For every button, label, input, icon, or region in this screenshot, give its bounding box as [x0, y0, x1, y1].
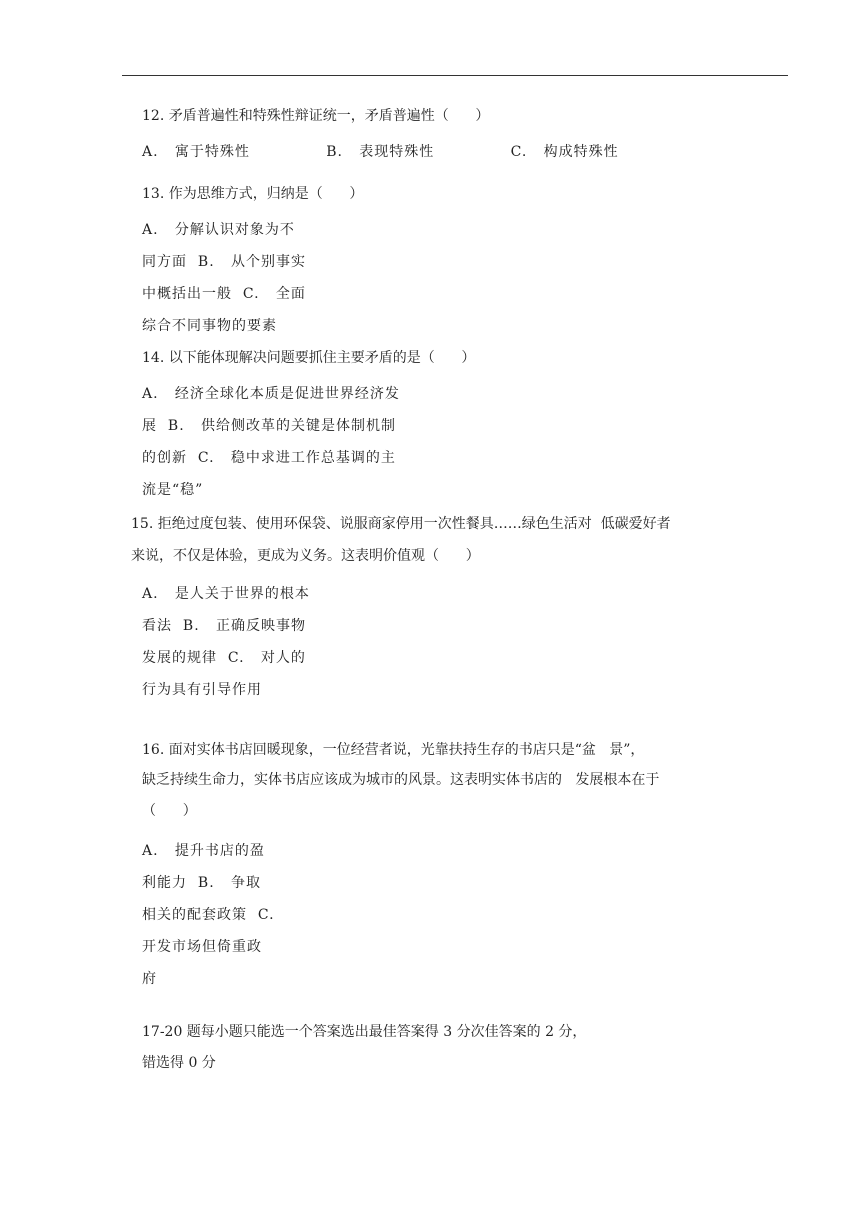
question-16-stem-line-1: 16. 面对实体书店回暖现象，一位经营者说，光靠扶持生存的书店只是“盆 景”，: [142, 742, 645, 758]
question-14-option-line: 的创新 C. 稳中求进工作总基调的主: [142, 450, 396, 466]
question-13-option-line: 综合不同事物的要素: [142, 318, 277, 334]
question-15-stem-line-1: 15. 拒绝过度包装、使用环保袋、说服商家停用一次性餐具……绿色生活对 低碳爱好者: [131, 516, 671, 532]
question-12-options: A. 寓于特殊性 B. 表现特殊性 C. 构成特殊性: [142, 144, 619, 160]
question-13-option-line: A. 分解认识对象为不: [142, 222, 295, 238]
question-15-option-line: A. 是人关于世界的根本: [142, 586, 310, 602]
question-16-option-line: 相关的配套政策 C.: [142, 907, 275, 923]
section-instructions-line-1: 17-20 题每小题只能选一个答案选出最佳答案得 3 分次佳答案的 2 分，: [142, 1024, 587, 1040]
question-14-option-line: 展 B. 供给侧改革的关键是体制机制: [142, 418, 396, 434]
question-15-option-line: 行为具有引导作用: [142, 682, 262, 698]
question-13-option-line: 中概括出一般 C. 全面: [142, 286, 306, 302]
question-15-option-line: 发展的规律 C. 对人的: [142, 650, 306, 666]
question-14-stem: 14. 以下能体现解决问题要抓住主要矛盾的是（ ）: [142, 350, 476, 366]
question-16-option-line: A. 提升书店的盈: [142, 843, 265, 859]
question-16-option-line: 府: [142, 971, 157, 987]
question-15-option-line: 看法 B. 正确反映事物: [142, 618, 306, 634]
section-instructions-line-2: 错选得 0 分: [142, 1055, 216, 1071]
question-14-option-line: 流是“稳”: [142, 482, 204, 498]
question-14-option-line: A. 经济全球化本质是促进世界经济发: [142, 386, 400, 402]
header-rule: [122, 75, 788, 76]
question-13-option-line: 同方面 B. 从个别事实: [142, 254, 306, 270]
question-16-stem-line-3: （ ）: [142, 803, 197, 819]
question-16-stem-line-2: 缺乏持续生命力，实体书店应该成为城市的风景。这表明实体书店的 发展根本在于: [142, 772, 660, 788]
question-16-option-line: 开发市场但倚重政: [142, 939, 262, 955]
question-13-stem: 13. 作为思维方式，归纳是（ ）: [142, 186, 364, 202]
question-12-stem: 12. 矛盾普遍性和特殊性辩证统一，矛盾普遍性（ ）: [142, 108, 490, 124]
question-16-option-line: 利能力 B. 争取: [142, 875, 261, 891]
question-15-stem-line-2: 来说，不仅是体验，更成为义务。这表明价值观（ ）: [131, 548, 480, 564]
